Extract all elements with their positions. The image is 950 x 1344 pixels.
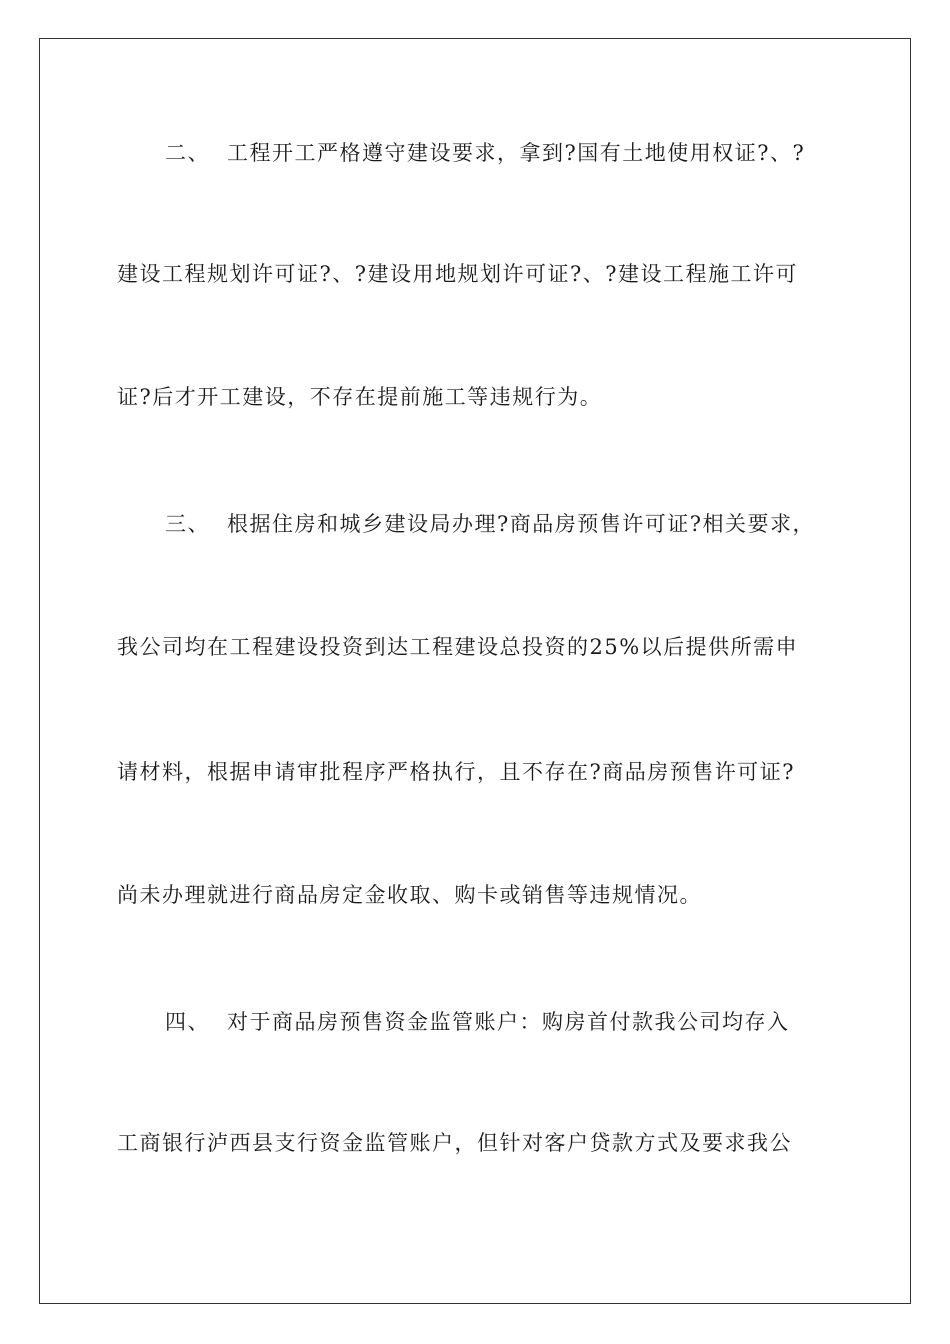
paragraph-2-line-1: [165, 138, 845, 168]
paragraph-3-marker: 三、: [165, 512, 210, 536]
page-frame: [39, 38, 911, 1304]
paragraph-2-marker: 二、: [165, 141, 210, 165]
paragraph-3-text: 根据住房和城乡建设局办理?商品房预售许可证?相关要求，: [227, 512, 816, 536]
paragraph-3-line-4: 尚未办理就进行商品房定金收取、购卡或销售等违规情况。: [117, 883, 702, 907]
paragraph-4-text: 对于商品房预售资金监管账户：购房首付款我公司均存入: [227, 1010, 790, 1034]
paragraph-4-line-2: 工商银行泸西县支行资金监管账户，但针对客户贷款方式及要求我公: [117, 1131, 792, 1155]
paragraph-2-text: 工程开工严格遵守建设要求，拿到?国有土地使用权证?、?: [227, 141, 806, 165]
paragraph-3-line-2: 我公司均在工程建设投资到达工程建设总投资的25%以后提供所需申: [117, 635, 799, 659]
paragraph-3-line-1: [165, 509, 845, 539]
paragraph-3-line-3: 请材料，根据申请审批程序严格执行，且不存在?商品房预售许可证?: [117, 760, 796, 784]
paragraph-4-marker: 四、: [165, 1010, 210, 1034]
paragraph-4-line-1: [165, 1007, 845, 1037]
paragraph-2-line-3: 证?后才开工建设，不存在提前施工等违规行为。: [117, 385, 603, 409]
paragraph-2-line-2: 建设工程规划许可证?、?建设用地规划许可证?、?建设工程施工许可: [117, 262, 799, 286]
